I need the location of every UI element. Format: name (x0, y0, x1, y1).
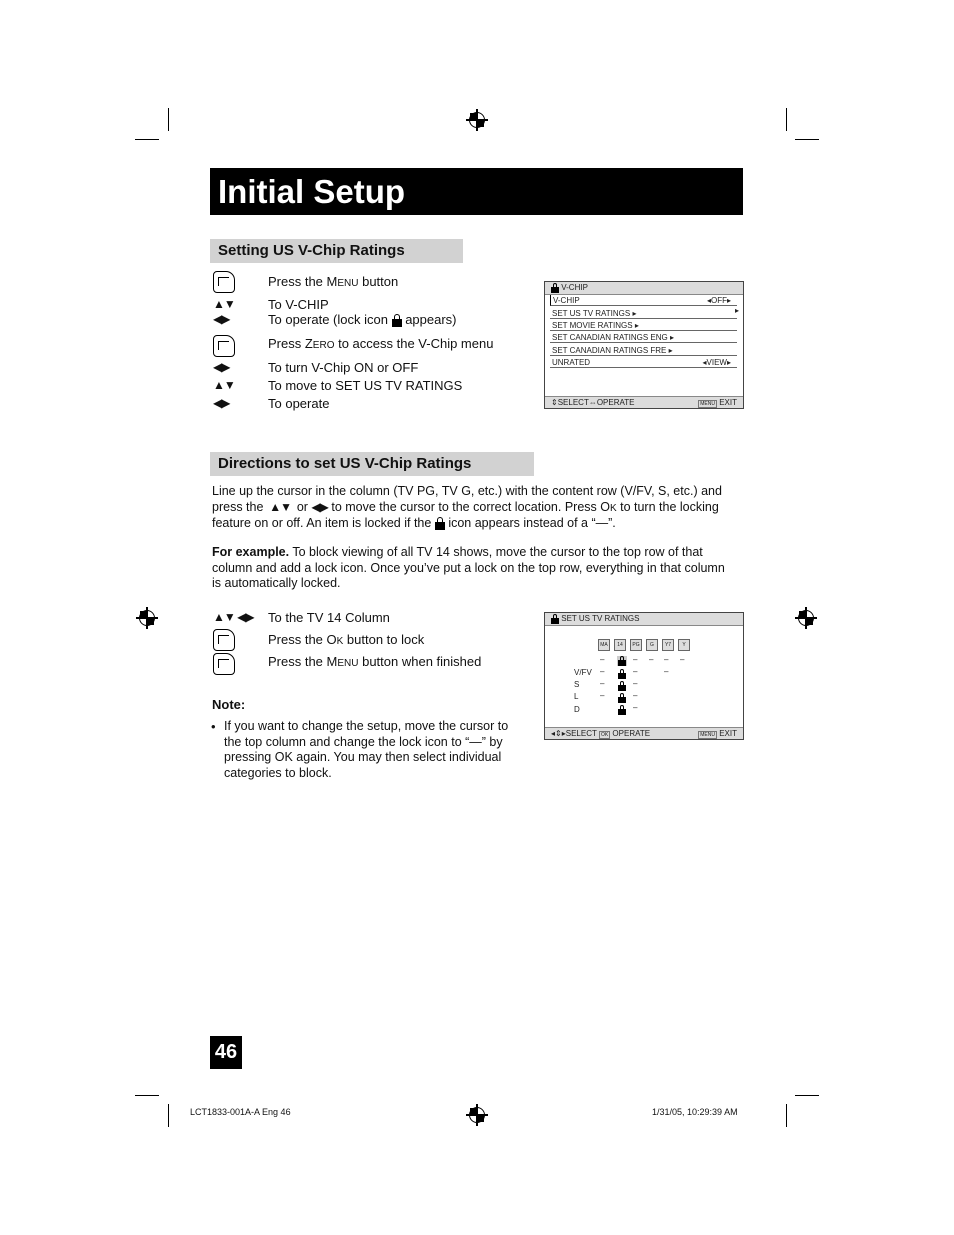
unlocked-dash: – (600, 667, 605, 676)
osd-row: SET MOVIE RATINGS ▸ (550, 320, 737, 331)
unlocked-dash: – (633, 679, 638, 688)
row-label: D (574, 705, 580, 714)
up-down-arrows-icon: ▲▼ (213, 378, 235, 392)
unlocked-dash: – (649, 655, 654, 664)
up-down-icon: ⇕ (551, 398, 558, 407)
crop-mark (795, 1095, 819, 1096)
osd-footer: ◂⇕▸SELECT OK OPERATE MENU EXIT (545, 727, 743, 739)
step-text: To turn V-Chip ON or OFF (268, 360, 419, 375)
step-text: Press the OK button to lock (268, 632, 425, 647)
row-label: V/FV (574, 668, 592, 677)
unlocked-dash: – (633, 655, 638, 664)
step-text: To move to SET US TV RATINGS (268, 378, 463, 393)
osd-row-unrated: UNRATED ◂VIEW▸ (550, 357, 737, 368)
osd-row: SET CANADIAN RATINGS ENG ▸ (550, 332, 737, 343)
lock-icon (618, 693, 626, 703)
section-heading-directions: Directions to set US V-Chip Ratings (210, 452, 534, 476)
footer-job-code: LCT1833-001A-A Eng 46 (190, 1107, 291, 1117)
left-right-arrows-icon: ◀▶ (213, 360, 230, 374)
unlocked-dash: – (600, 655, 605, 664)
lock-icon (551, 283, 559, 293)
example-paragraph: For example. To block viewing of all TV 14 shows, move the cursor to the top row of that column and add a lock icon. Once you’ve put a lock on the top row, everything in that column is automatically locked. (212, 545, 725, 590)
osd-header: V-CHIP (545, 282, 743, 295)
row-label: S (574, 680, 580, 689)
osd-row: SET US TV RATINGS ▸ (550, 308, 737, 319)
osd-footer: ⇕SELECT⇔OPERATE MENU EXIT (545, 396, 743, 408)
remote-button-icon (213, 653, 235, 675)
footer-timestamp: 1/31/05, 10:29:39 AM (652, 1107, 738, 1117)
unlocked-dash: – (600, 679, 605, 688)
lock-icon (435, 517, 445, 530)
rating-icon-tv-14: 14 (614, 639, 626, 651)
crop-mark (168, 108, 169, 131)
vchip-osd-screen (544, 281, 744, 409)
registration-mark-icon (139, 610, 155, 626)
unlocked-dash: – (680, 655, 685, 664)
tv-ratings-osd-screen (544, 612, 744, 740)
registration-mark-icon (798, 610, 814, 626)
crop-mark (786, 108, 787, 131)
step-text: Press the MENU button (268, 274, 399, 289)
step-text: Press ZERO to access the V-Chip menu (268, 336, 494, 351)
all-directions-icon: ◂⇕▸ (551, 729, 566, 738)
crop-mark (795, 139, 819, 140)
unlocked-dash: – (600, 691, 605, 700)
lock-icon (618, 669, 626, 679)
osd-header: SET US TV RATINGS (545, 613, 743, 626)
registration-mark-icon (469, 1107, 485, 1123)
unlocked-dash: – (664, 667, 669, 676)
note-bullet: • (211, 719, 216, 734)
section-heading-vchip: Setting US V-Chip Ratings (210, 239, 463, 263)
step-text: Press the MENU button when finished (268, 654, 482, 669)
lock-icon (392, 314, 402, 327)
crop-mark (168, 1104, 169, 1127)
osd-row: SET CANADIAN RATINGS FRE ▸ (550, 345, 737, 356)
unlocked-dash: – (664, 655, 669, 664)
remote-button-icon (213, 629, 235, 651)
up-down-arrows-icon: ▲▼ (266, 499, 294, 514)
cursor-highlight (617, 656, 627, 666)
step-text: To operate (lock icon appears) (268, 312, 457, 327)
remote-button-icon (213, 271, 235, 293)
rating-icon-tv-y7: Y7 (662, 639, 674, 651)
all-arrows-icon: ▲▼ ◀▶ (213, 610, 254, 624)
up-down-arrows-icon: ▲▼ (213, 297, 235, 311)
step-text: To operate (268, 396, 330, 411)
lock-icon (551, 614, 559, 624)
step-text: To V-CHIP (268, 297, 329, 312)
unlocked-dash: – (633, 667, 638, 676)
lock-icon (618, 681, 626, 691)
left-right-arrows-icon: ◀▶ (213, 312, 230, 326)
osd-value: ◂VIEW▸ (702, 358, 731, 367)
osd-value: ◂OFF▸ (706, 296, 731, 305)
lock-icon (618, 656, 626, 666)
lock-icon (618, 705, 626, 715)
rating-icon-tv-pg: PG (630, 639, 642, 651)
rating-icon-tv-y: Y (678, 639, 690, 651)
unlocked-dash: – (633, 703, 638, 712)
crop-mark (135, 139, 159, 140)
rating-icon-tv-g: G (646, 639, 658, 651)
directions-paragraph: Line up the cursor in the column (TV PG, TV G, etc.) with the content row (V/FV, S, etc.) and press the ▲▼ or ◀▶ to move the cursor to the correct location. Press OK to turn the locking feature on or off. An item is locked if the icon appears instead of a “—”. (212, 484, 722, 530)
left-right-icon: ⇔ (588, 398, 597, 407)
note-label: Note: (212, 697, 246, 712)
registration-mark-icon (469, 112, 485, 128)
note-text: If you want to change the setup, move the cursor to the top column and change the lock icon to “—” by pressing OK again. You may then select individual categories to block. (224, 719, 509, 780)
cursor-icon: ▸ (735, 306, 740, 315)
crop-mark (135, 1095, 159, 1096)
rating-icon-tv-ma: MA (598, 639, 610, 651)
page-title: Initial Setup (210, 168, 743, 215)
osd-row-vchip: V-CHIP ◂OFF▸ (550, 295, 737, 306)
remote-button-icon (213, 335, 235, 357)
step-text: To the TV 14 Column (268, 610, 390, 625)
left-right-arrows-icon: ◀▶ (213, 396, 230, 410)
row-label: L (574, 692, 579, 701)
unlocked-dash: – (633, 691, 638, 700)
crop-mark (786, 1104, 787, 1127)
left-right-arrows-icon: ◀▶ (311, 499, 328, 514)
page-number: 46 (210, 1036, 242, 1069)
